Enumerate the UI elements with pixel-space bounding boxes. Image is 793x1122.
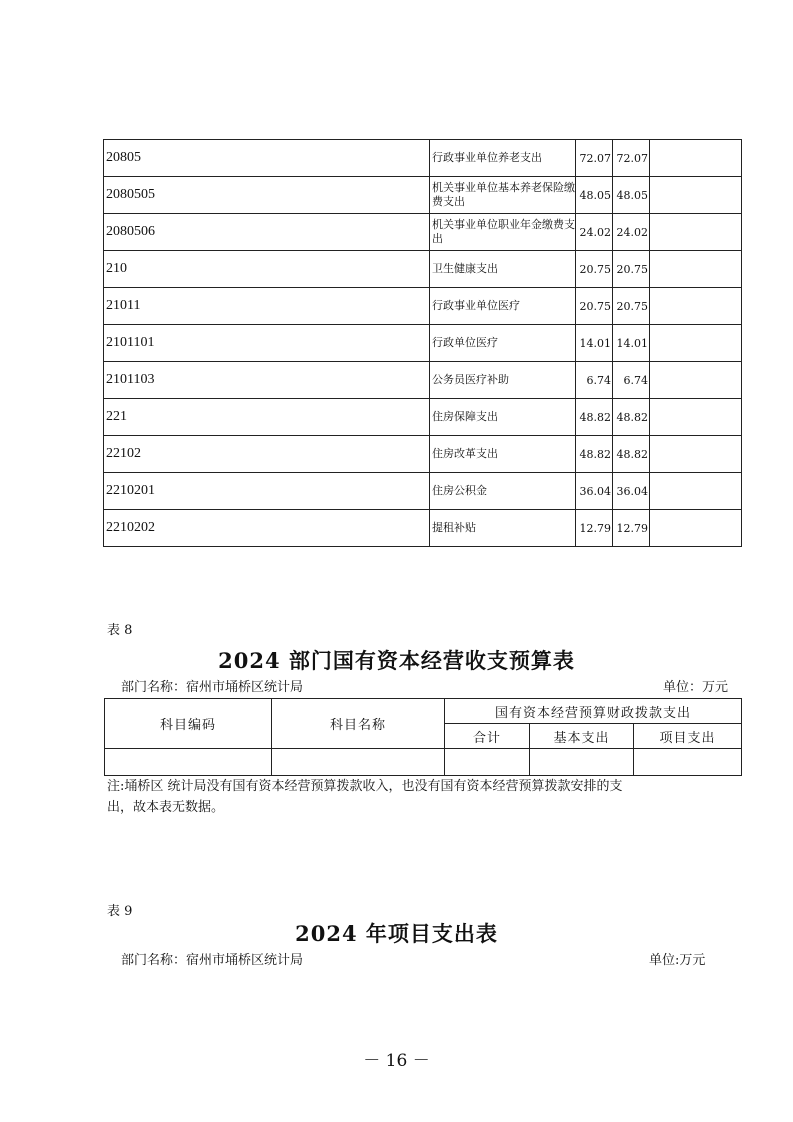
empty-cell: [272, 749, 445, 776]
empty-cell: [634, 749, 742, 776]
header-basic: 基本支出: [530, 724, 634, 749]
row-total: 20.75: [576, 288, 613, 325]
row-total: 6.74: [576, 362, 613, 399]
row-basic: 72.07: [613, 140, 650, 177]
row-code: 21011: [104, 288, 430, 325]
expense-table: [103, 139, 742, 547]
table8-label: 表 8: [107, 623, 133, 638]
table-row: [105, 749, 742, 776]
row-total: 36.04: [576, 473, 613, 510]
table8-dept: 部门名称：宿州市埇桥区统计局: [121, 680, 304, 695]
row-name: 公务员医疗补助: [430, 362, 576, 399]
row-basic: 48.82: [613, 399, 650, 436]
row-name: 住房公积金: [430, 473, 576, 510]
row-total: 20.75: [576, 251, 613, 288]
row-project: [650, 436, 742, 473]
row-name: 住房改革支出: [430, 436, 576, 473]
row-name: 行政事业单位医疗: [430, 288, 576, 325]
row-basic: 24.02: [613, 214, 650, 251]
row-project: [650, 473, 742, 510]
row-project: [650, 177, 742, 214]
empty-cell: [530, 749, 634, 776]
row-basic: 14.01: [613, 325, 650, 362]
table8-unit: 单位：万元: [663, 680, 729, 695]
row-name: 住房保障支出: [430, 399, 576, 436]
row-name: 机关事业单位基本养老保险缴费支出: [430, 177, 576, 214]
row-project: [650, 510, 742, 547]
row-project: [650, 362, 742, 399]
row-project: [650, 325, 742, 362]
table-row: [104, 140, 742, 177]
row-basic: 12.79: [613, 510, 650, 547]
row-project: [650, 214, 742, 251]
row-code: 2101103: [104, 362, 430, 399]
row-basic: 36.04: [613, 473, 650, 510]
header-total: 合计: [445, 724, 530, 749]
table8-note: [107, 776, 717, 818]
row-name: 卫生健康支出: [430, 251, 576, 288]
table-row: [104, 510, 742, 547]
row-total: 48.82: [576, 399, 613, 436]
row-basic: 6.74: [613, 362, 650, 399]
table9-title: 2024 年项目支出表: [295, 921, 498, 946]
row-project: [650, 140, 742, 177]
state-capital-table: [104, 698, 742, 776]
table-row: [104, 436, 742, 473]
table-row: [104, 251, 742, 288]
row-code: 2210201: [104, 473, 430, 510]
empty-cell: [105, 749, 272, 776]
table-row: [104, 399, 742, 436]
table9-dept: 部门名称：宿州市埇桥区统计局: [121, 953, 304, 968]
row-code: 2101101: [104, 325, 430, 362]
table-row: [104, 325, 742, 362]
header-group: 国有资本经营预算财政拨款支出: [445, 699, 742, 724]
row-basic: 20.75: [613, 288, 650, 325]
row-name: 提租补贴: [430, 510, 576, 547]
table-row: [104, 177, 742, 214]
table-row: [104, 288, 742, 325]
table9-label: 表 9: [107, 904, 133, 919]
note-line: 注:埇桥区 统计局没有国有资本经营预算拨款收入，也没有国有资本经营预算拨款安排的支: [107, 779, 623, 794]
row-code: 2210202: [104, 510, 430, 547]
row-total: 12.79: [576, 510, 613, 547]
row-total: 24.02: [576, 214, 613, 251]
table-row: [104, 473, 742, 510]
table-row: [104, 214, 742, 251]
row-code: 22102: [104, 436, 430, 473]
row-total: 14.01: [576, 325, 613, 362]
row-basic: 48.05: [613, 177, 650, 214]
table8-title: 2024 部门国有资本经营收支预算表: [218, 648, 575, 673]
row-name: 机关事业单位职业年金缴费支出: [430, 214, 576, 251]
empty-cell: [445, 749, 530, 776]
row-project: [650, 251, 742, 288]
header-project: 项目支出: [634, 724, 742, 749]
row-name: 行政事业单位养老支出: [430, 140, 576, 177]
row-total: 48.05: [576, 177, 613, 214]
row-project: [650, 288, 742, 325]
row-name: 行政单位医疗: [430, 325, 576, 362]
row-project: [650, 399, 742, 436]
row-basic: 20.75: [613, 251, 650, 288]
row-code: 20805: [104, 140, 430, 177]
row-code: 221: [104, 399, 430, 436]
row-code: 2080505: [104, 177, 430, 214]
row-code: 2080506: [104, 214, 430, 251]
note-line: 出，故本表无数据。: [107, 800, 225, 815]
row-total: 48.82: [576, 436, 613, 473]
row-total: 72.07: [576, 140, 613, 177]
table9-unit: 单位:万元: [649, 953, 706, 968]
page-number: － 16 －: [363, 1051, 430, 1071]
expense-table-body: [104, 140, 742, 547]
row-code: 210: [104, 251, 430, 288]
table-row: [104, 362, 742, 399]
header-code: 科目编码: [105, 699, 272, 749]
row-basic: 48.82: [613, 436, 650, 473]
header-name: 科目名称: [272, 699, 445, 749]
